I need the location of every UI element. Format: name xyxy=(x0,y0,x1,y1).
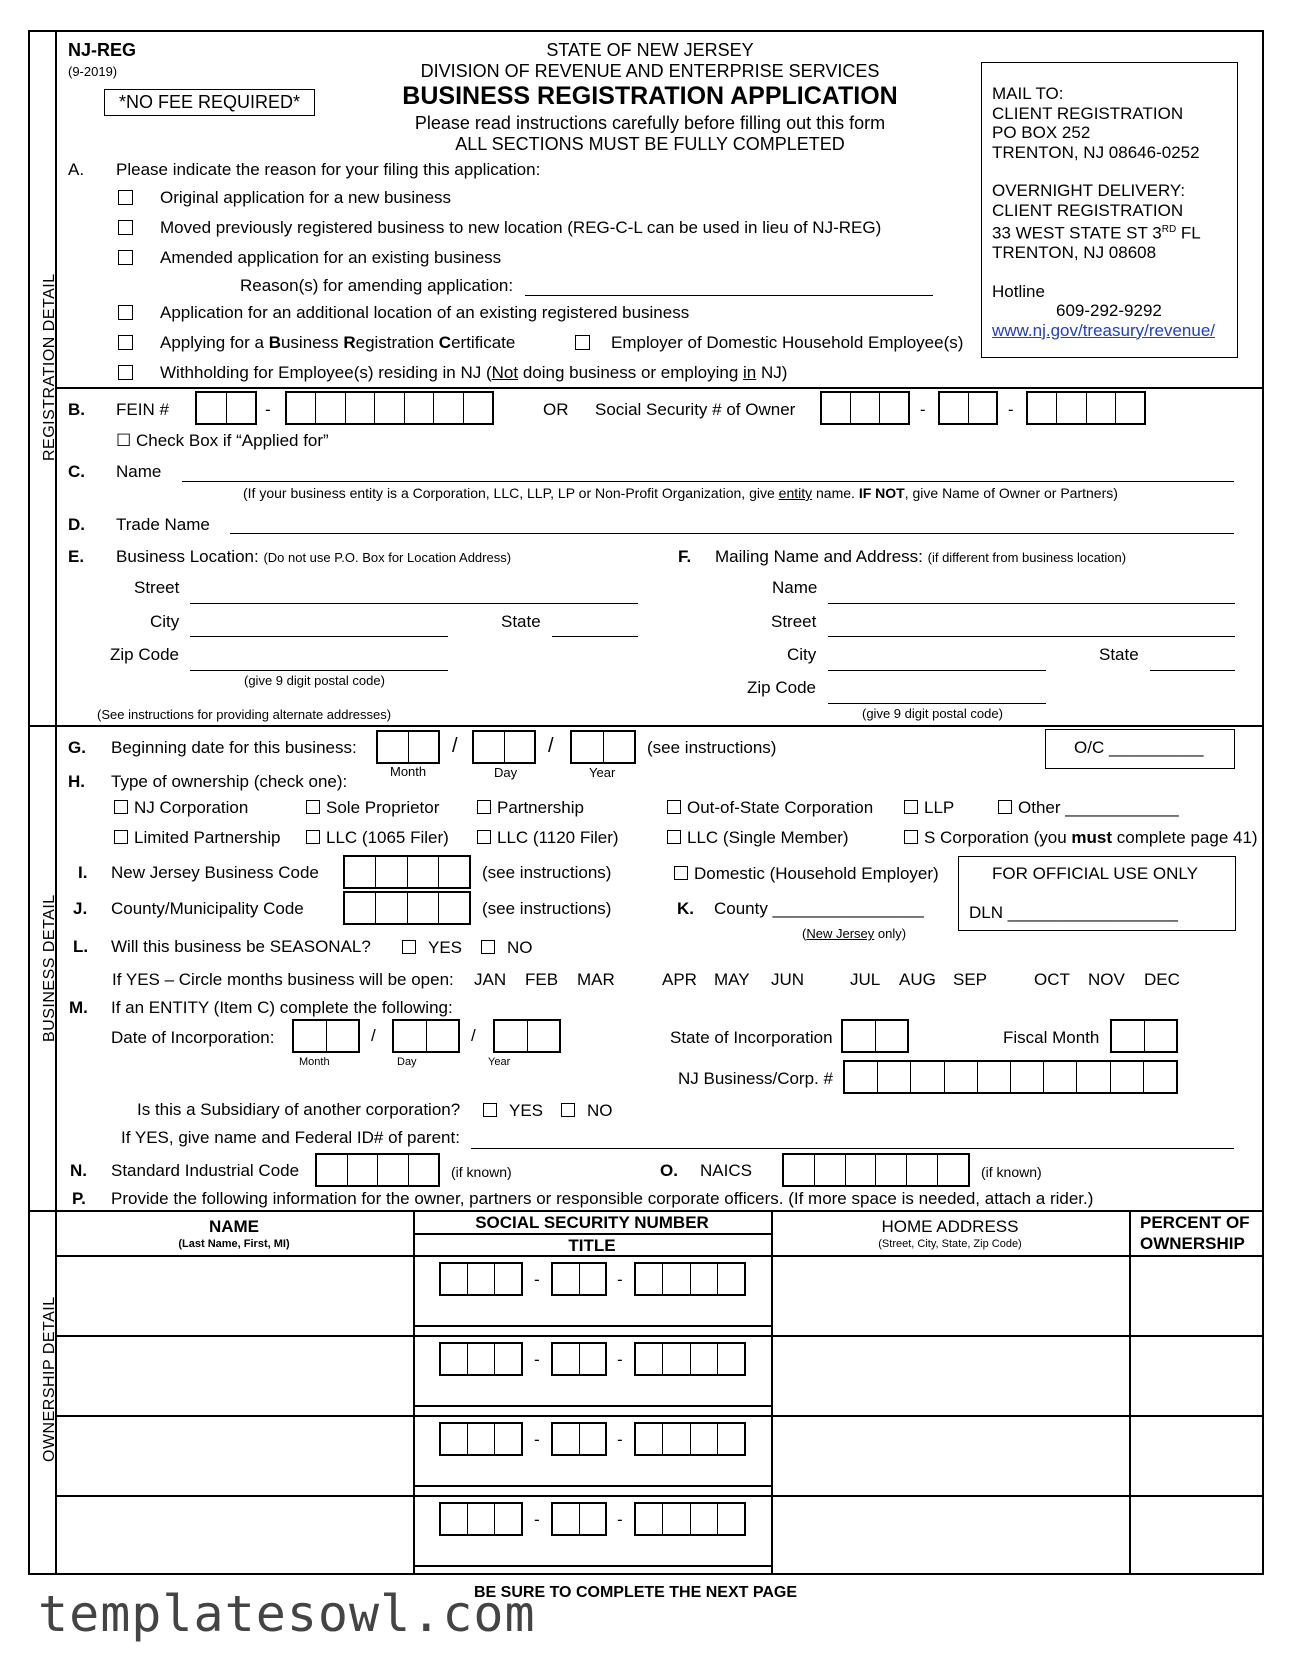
title-divider xyxy=(413,1565,771,1567)
begin-month-boxes[interactable] xyxy=(376,730,440,764)
no-fee-badge: *NO FEE REQUIRED* xyxy=(104,89,315,116)
fein-prefix-boxes[interactable] xyxy=(195,391,257,425)
nj-business-code-boxes[interactable] xyxy=(343,855,471,889)
col-ssn-header: SOCIAL SECURITY NUMBER xyxy=(475,1213,709,1232)
table-row-divider xyxy=(55,1335,1264,1337)
e-zip-label: Zip Code xyxy=(110,645,179,664)
fein-label: FEIN # xyxy=(116,400,169,419)
page-title: BUSINESS REGISTRATION APPLICATION xyxy=(402,82,898,110)
section-m-letter: M. xyxy=(69,998,88,1017)
checkbox-amended-application[interactable] xyxy=(118,250,133,265)
label-additional-location: Application for an additional location of an existing registered business xyxy=(160,303,690,322)
trade-name-label: Trade Name xyxy=(116,515,210,534)
naics-if-known: (if known) xyxy=(981,1164,1042,1180)
county-label: County ________________ xyxy=(714,899,924,918)
business-detail-label: BUSINESS DETAIL xyxy=(41,894,58,1042)
mail-to-block xyxy=(992,84,1215,340)
f-street-label: Street xyxy=(771,612,817,631)
month-sep[interactable]: SEP xyxy=(953,970,988,989)
title-divider xyxy=(413,1405,771,1407)
owner-3-ssn-serial[interactable] xyxy=(634,1422,746,1456)
section-k-letter: K. xyxy=(677,899,694,918)
label-moved-business: Moved previously registered business to new location (REG-C-L can be used in lieu of NJ-REG) xyxy=(160,218,882,237)
dln-label: DLN __________________ xyxy=(969,903,1178,922)
ownership-instructions: Provide the following information for the owner, partners or responsible corporate officers. (If more space is needed, attach a rider.) xyxy=(111,1189,1094,1208)
ownership-type-label: Type of ownership (check one): xyxy=(111,772,348,791)
checkbox-moved-business[interactable] xyxy=(118,220,133,235)
naics-code-boxes[interactable] xyxy=(782,1153,970,1187)
next-page-note: BE SURE TO COMPLETE THE NEXT PAGE xyxy=(474,1584,797,1601)
applied-for-checkbox[interactable]: ☐ Check Box if “Applied for” xyxy=(116,431,329,450)
parent-company-label: If YES, give name and Federal ID# of parent: xyxy=(121,1128,460,1147)
overnight-line-2: 33 WEST STATE ST 3RD FL xyxy=(992,223,1201,243)
fein-dash: - xyxy=(265,400,271,419)
f-zip-note: (give 9 digit postal code) xyxy=(862,706,1003,721)
fiscal-month-boxes[interactable] xyxy=(1110,1019,1178,1053)
mail-line-3: TRENTON, NJ 08646-0252 xyxy=(992,142,1200,162)
subsidiary-question: Is this a Subsidiary of another corporation? xyxy=(137,1100,461,1119)
mail-to-label: MAIL TO: xyxy=(992,84,1064,103)
section-f-letter: F. xyxy=(678,547,692,566)
municipality-see-instructions: (see instructions) xyxy=(482,899,612,918)
alternate-address-note: (See instructions for providing alternate addresses) xyxy=(97,707,392,722)
section-p-letter: P. xyxy=(72,1189,86,1208)
table-col-divider xyxy=(413,1210,415,1575)
f-city-label: City xyxy=(787,645,817,664)
section-i-letter: I. xyxy=(78,863,88,882)
seasonal-no-option[interactable]: NO xyxy=(481,938,533,958)
label-domestic-household-employer: Employer of Domestic Household Employee(s) xyxy=(611,333,964,352)
beginning-date-label: Beginning date for this business: xyxy=(111,738,357,757)
state-of-incorporation-boxes[interactable] xyxy=(841,1019,909,1053)
owner-3-ssn-area[interactable] xyxy=(439,1422,523,1456)
parent-company-field[interactable] xyxy=(471,1148,1234,1149)
begin-date-see-instructions: (see instructions) xyxy=(647,738,777,757)
month-dec[interactable]: DEC xyxy=(1144,970,1180,989)
owner-2-ssn-group[interactable] xyxy=(551,1342,607,1376)
col-address-subheader: (Street, City, State, Zip Code) xyxy=(878,1238,1022,1250)
mailing-address-label: Mailing Name and Address: (if different from business location) xyxy=(715,547,1127,566)
form-id: NJ-REG xyxy=(68,40,137,60)
official-use-label: FOR OFFICIAL USE ONLY xyxy=(992,864,1198,883)
table-row-divider xyxy=(55,1495,1264,1497)
section-d-letter: D. xyxy=(68,515,85,534)
owner-1-ssn-group[interactable] xyxy=(551,1262,607,1296)
f-zip-field[interactable] xyxy=(828,703,1046,704)
e-state-field[interactable] xyxy=(552,636,638,637)
fein-number-boxes[interactable] xyxy=(285,391,494,425)
division-heading: DIVISION OF REVENUE AND ENTERPRISE SERVICES xyxy=(420,61,880,81)
f-zip-label: Zip Code xyxy=(747,678,816,697)
nj-business-code-label: New Jersey Business Code xyxy=(111,863,319,882)
label-withholding-nj-residents: Withholding for Employee(s) residing in NJ (Not doing business or employing in NJ) xyxy=(160,363,788,382)
f-city-field[interactable] xyxy=(828,670,1046,671)
month-apr[interactable]: APR xyxy=(662,970,697,989)
inc-day-boxes[interactable] xyxy=(392,1019,460,1053)
sic-if-known: (if known) xyxy=(451,1164,512,1180)
owner-4-ssn-area[interactable] xyxy=(439,1502,523,1536)
title-divider xyxy=(413,1325,771,1327)
month-jan[interactable]: JAN xyxy=(474,970,507,989)
month-jun[interactable]: JUN xyxy=(771,970,805,989)
owner-3-ssn-group[interactable] xyxy=(551,1422,607,1456)
owner-1-ssn-area[interactable] xyxy=(439,1262,523,1296)
option-llc-1065[interactable]: LLC (1065 Filer) xyxy=(306,828,449,848)
owner-2-ssn-serial[interactable] xyxy=(634,1342,746,1376)
business-location-label: Business Location: (Do not use P.O. Box for Location Address) xyxy=(116,547,512,566)
section-g-letter: G. xyxy=(68,738,86,757)
col-percent-header: PERCENT OF xyxy=(1140,1213,1250,1232)
f-state-label: State xyxy=(1099,645,1139,664)
table-col-divider xyxy=(771,1210,773,1575)
ssn-title-split xyxy=(413,1233,771,1235)
registration-detail-label: REGISTRATION DETAIL xyxy=(41,273,58,461)
section-a-prompt: Please indicate the reason for your filing this application: xyxy=(116,160,541,179)
county-nj-only-note: (New Jersey only) xyxy=(802,926,907,941)
begin-year-boxes[interactable] xyxy=(570,730,636,764)
sic-code-boxes[interactable] xyxy=(315,1153,440,1187)
option-s-corporation[interactable]: S Corporation (you must complete page 41) xyxy=(904,828,1258,848)
inc-month-boxes[interactable] xyxy=(292,1019,360,1053)
owner-4-ssn-serial[interactable] xyxy=(634,1502,746,1536)
revenue-website-link[interactable]: www.nj.gov/treasury/revenue/ xyxy=(992,320,1215,340)
month-may[interactable]: MAY xyxy=(714,970,750,989)
checkbox-domestic-household-employer[interactable] xyxy=(575,335,590,350)
mail-line-1: CLIENT REGISTRATION xyxy=(992,103,1184,123)
e-street-label: Street xyxy=(134,578,180,597)
table-col-divider xyxy=(1129,1210,1131,1575)
seasonal-label: Will this business be SEASONAL? xyxy=(111,937,371,956)
month-nov[interactable]: NOV xyxy=(1088,970,1125,989)
month-mar[interactable]: MAR xyxy=(577,970,615,989)
sic-label: Standard Industrial Code xyxy=(111,1161,300,1180)
col-name-header: NAME xyxy=(208,1217,260,1236)
date-of-incorporation-label: Date of Incorporation: xyxy=(111,1028,275,1047)
oc-label: O/C __________ xyxy=(1074,738,1204,757)
e-zip-field[interactable] xyxy=(190,670,448,671)
hotline-number: 609-292-9292 xyxy=(1056,301,1162,321)
hotline-label: Hotline xyxy=(992,281,1045,301)
section-h-letter: H. xyxy=(68,772,85,791)
month-jul[interactable]: JUL xyxy=(850,970,881,989)
form-revision: (9-2019) xyxy=(68,64,118,79)
option-other[interactable]: Other ____________ xyxy=(998,798,1179,818)
label-amend-reasons: Reason(s) for amending application: xyxy=(240,276,514,295)
inc-month-caption: Month xyxy=(299,1056,330,1068)
nj-corp-number-boxes[interactable] xyxy=(843,1060,1178,1094)
col-address-header: HOME ADDRESS xyxy=(881,1217,1019,1236)
f-name-field[interactable] xyxy=(828,603,1235,604)
ssn-dash-1: - xyxy=(920,400,926,419)
checkbox-business-registration-certificate[interactable] xyxy=(118,335,133,350)
section-divider xyxy=(28,725,1264,727)
inc-year-boxes[interactable] xyxy=(493,1019,561,1053)
name-field[interactable] xyxy=(182,481,1234,482)
f-name-label: Name xyxy=(772,578,818,597)
overnight-label: OVERNIGHT DELIVERY: xyxy=(992,181,1186,200)
ssn-serial-boxes[interactable] xyxy=(1026,391,1146,425)
e-state-label: State xyxy=(501,612,541,631)
e-zip-note: (give 9 digit postal code) xyxy=(244,673,385,688)
ssn-dash-2: - xyxy=(1008,400,1014,419)
title-divider xyxy=(413,1485,771,1487)
month-feb[interactable]: FEB xyxy=(525,970,559,989)
subsidiary-yes-option[interactable]: YES xyxy=(483,1101,543,1121)
ownership-table-top xyxy=(28,1210,1264,1212)
fiscal-month-label: Fiscal Month xyxy=(1003,1028,1100,1047)
col-percent-header-2: OWNERSHIP xyxy=(1140,1234,1245,1253)
section-a-letter: A. xyxy=(68,160,85,179)
table-row-divider xyxy=(55,1415,1264,1417)
e-city-label: City xyxy=(150,612,180,631)
ssn-owner-label: Social Security # of Owner xyxy=(595,400,796,419)
owner-1-ssn-serial[interactable] xyxy=(634,1262,746,1296)
business-code-see-instructions: (see instructions) xyxy=(482,863,612,882)
checkbox-original-application[interactable] xyxy=(118,190,133,205)
name-instruction: (If your business entity is a Corporation, LLC, LLP, LP or Non-Profit Organization, give entity name. IF NOT, give Name of Owner or Partners) xyxy=(243,485,1118,501)
label-business-registration-certificate: Applying for a Business Registration Certificate xyxy=(160,333,516,352)
name-label: Name xyxy=(116,462,162,481)
f-state-field[interactable] xyxy=(1150,670,1235,671)
begin-year-caption: Year xyxy=(589,765,616,780)
e-city-field[interactable] xyxy=(190,636,448,637)
option-domestic-household-employer[interactable]: Domestic (Household Employer) xyxy=(674,864,939,884)
label-original-application: Original application for a new business xyxy=(160,188,452,207)
checkbox-withholding-nj-residents[interactable] xyxy=(118,365,133,380)
naics-label: NAICS xyxy=(700,1161,752,1180)
section-o-letter: O. xyxy=(660,1161,678,1180)
county-municipality-boxes[interactable] xyxy=(343,891,471,925)
checkbox-additional-location[interactable] xyxy=(118,305,133,320)
mail-line-2: PO BOX 252 xyxy=(992,123,1091,142)
state-heading: STATE OF NEW JERSEY xyxy=(546,40,754,60)
or-label: OR xyxy=(543,400,569,419)
seasonal-months-label: If YES – Circle months business will be open: xyxy=(112,970,454,989)
option-limited-partnership[interactable]: Limited Partnership xyxy=(114,828,280,848)
option-partnership[interactable]: Partnership xyxy=(477,798,584,818)
f-street-field[interactable] xyxy=(828,636,1235,637)
inc-day-caption: Day xyxy=(397,1056,417,1068)
entity-label: If an ENTITY (Item C) complete the following: xyxy=(111,998,453,1017)
section-divider xyxy=(55,387,1264,389)
option-llc-1120[interactable]: LLC (1120 Filer) xyxy=(477,828,619,848)
overnight-line-1: CLIENT REGISTRATION xyxy=(992,200,1184,220)
subsidiary-no-option[interactable]: NO xyxy=(561,1101,613,1121)
all-sections-note: ALL SECTIONS MUST BE FULLY COMPLETED xyxy=(455,134,845,154)
instructions-note: Please read instructions carefully before filling out this form xyxy=(414,113,886,133)
option-llp[interactable]: LLP xyxy=(904,798,954,818)
ssn-group-boxes[interactable] xyxy=(938,391,998,425)
amend-reasons-field[interactable] xyxy=(525,295,933,296)
watermark: templatesowl.com xyxy=(38,1585,536,1643)
option-sole-proprietor[interactable]: Sole Proprietor xyxy=(306,798,439,818)
section-b-letter: B. xyxy=(68,400,85,419)
begin-month-caption: Month xyxy=(390,764,427,779)
section-n-letter: N. xyxy=(70,1161,87,1180)
owner-2-ssn-area[interactable] xyxy=(439,1342,523,1376)
ownership-detail-label: OWNERSHIP DETAIL xyxy=(41,1296,58,1462)
county-municipality-label: County/Municipality Code xyxy=(111,899,304,918)
section-l-letter: L. xyxy=(73,937,89,956)
begin-day-caption: Day xyxy=(494,765,518,780)
option-nj-corporation[interactable]: NJ Corporation xyxy=(114,798,248,818)
section-e-letter: E. xyxy=(68,547,85,566)
state-of-incorporation-label: State of Incorporation xyxy=(670,1028,833,1047)
nj-corp-number-label: NJ Business/Corp. # xyxy=(678,1069,833,1088)
col-name-subheader: (Last Name, First, MI) xyxy=(178,1238,290,1250)
seasonal-yes-option[interactable]: YES xyxy=(402,938,462,958)
begin-day-boxes[interactable] xyxy=(472,730,536,764)
section-j-letter: J. xyxy=(73,899,88,918)
month-oct[interactable]: OCT xyxy=(1034,970,1070,989)
overnight-line-3: TRENTON, NJ 08608 xyxy=(992,243,1157,263)
option-llc-single-member[interactable]: LLC (Single Member) xyxy=(667,828,849,848)
trade-name-field[interactable] xyxy=(230,533,1234,534)
col-title-header: TITLE xyxy=(568,1236,616,1255)
month-aug[interactable]: AUG xyxy=(899,970,936,989)
inc-year-caption: Year xyxy=(488,1056,511,1068)
section-c-letter: C. xyxy=(68,462,85,481)
ssn-area-boxes[interactable] xyxy=(820,391,910,425)
option-out-of-state-corporation[interactable]: Out-of-State Corporation xyxy=(667,798,873,818)
e-street-field[interactable] xyxy=(190,603,638,604)
owner-4-ssn-group[interactable] xyxy=(551,1502,607,1536)
label-amended-application: Amended application for an existing business xyxy=(160,248,502,267)
